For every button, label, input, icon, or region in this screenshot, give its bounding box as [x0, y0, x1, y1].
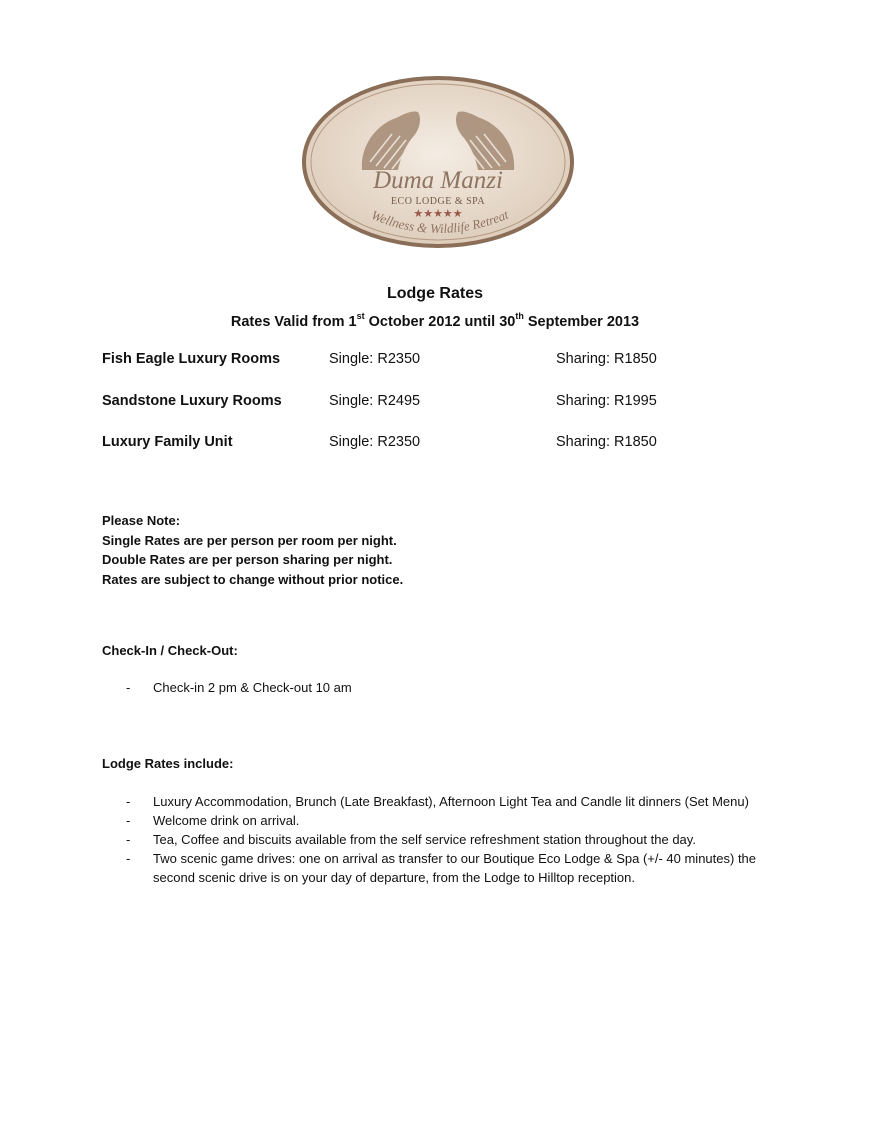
logo-sub: ECO LODGE & SPA — [390, 196, 486, 207]
sharing-rate: Sharing: R1995 — [556, 393, 657, 409]
logo-tagline: Wellness & Wildlife Retreat — [369, 206, 511, 237]
rate-row — [0, 434, 870, 454]
rate-row — [0, 393, 870, 413]
note-line: Rates are subject to change without prior notice. — [102, 571, 404, 587]
includes-heading: Lodge Rates include: — [102, 756, 234, 771]
single-rate: Single: R2350 — [329, 351, 421, 367]
please-note — [102, 511, 403, 589]
duma-manzi-logo — [300, 74, 576, 250]
note-line: Single Rates are per person per room per night. — [102, 532, 397, 548]
rates-validity: Rates Valid from 1st October 2012 until 30th September 2013 — [230, 311, 640, 330]
room-name: Sandstone Luxury Rooms — [102, 393, 282, 409]
list-item: - Welcome drink on arrival. — [126, 813, 300, 828]
note-line: Double Rates are per person sharing per night. — [102, 552, 393, 567]
page-title: Lodge Rates — [386, 285, 483, 302]
room-name: Luxury Family Unit — [102, 434, 233, 450]
includes-list — [102, 792, 782, 887]
rate-row — [0, 351, 870, 371]
room-name: Fish Eagle Luxury Rooms — [102, 351, 281, 367]
list-item: - Luxury Accommodation, Brunch (Late Breakfast), Afternoon Light Tea and Candle lit dinners (Set Menu) — [126, 794, 749, 809]
list-item: - Two scenic game drives: one on arrival as transfer to our Boutique Eco Lodge & Spa (+/- 40 minutes) the second scenic drive is on your day of departure, from the Lodge to Hilltop reception. — [126, 851, 757, 885]
logo-stars: ★★★★★ — [413, 207, 463, 220]
note-heading: Please Note: — [102, 513, 181, 528]
sharing-rate: Sharing: R1850 — [556, 351, 657, 367]
list-item: - Check-in 2 pm & Check-out 10 am — [126, 680, 352, 695]
checkin-list — [102, 678, 782, 697]
list-item: - Tea, Coffee and biscuits available from the self service refreshment station throughout the day. — [126, 832, 696, 847]
logo-brand: Duma Manzi — [373, 167, 503, 194]
sharing-rate: Sharing: R1850 — [556, 434, 657, 450]
single-rate: Single: R2495 — [329, 393, 421, 409]
single-rate: Single: R2350 — [329, 434, 421, 450]
checkin-heading: Check-In / Check-Out: — [102, 643, 238, 658]
